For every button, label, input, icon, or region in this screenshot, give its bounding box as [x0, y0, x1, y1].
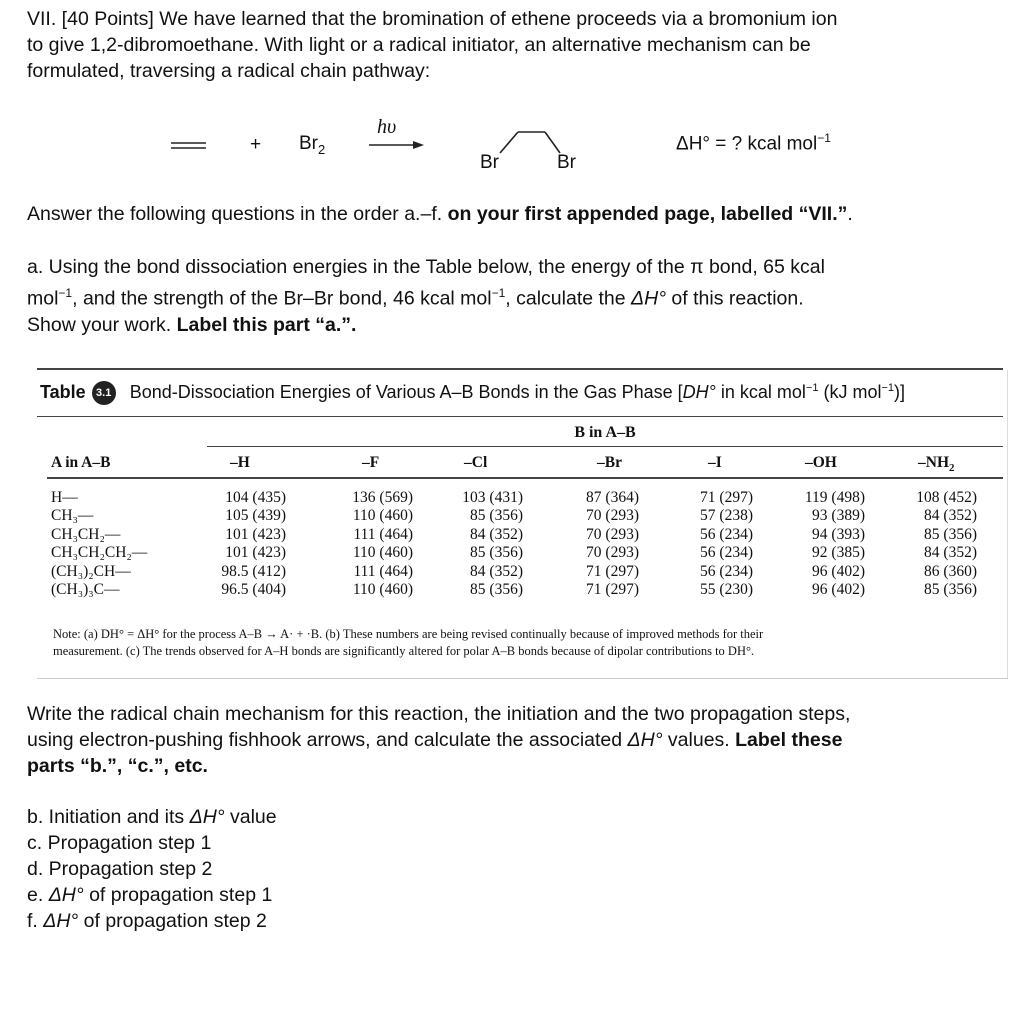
table-cell: 56 (234) [700, 525, 753, 543]
part-b-text: b. Initiation and its [27, 806, 190, 828]
column-header-f: –F [362, 454, 380, 471]
row-labels [51, 489, 147, 599]
table-cell: 119 (498) [804, 489, 865, 506]
part-a-line-3 [27, 312, 1007, 338]
instructions-text: Answer the following questions in the order a.–f. [27, 203, 448, 225]
list-item [27, 856, 277, 882]
table-cell: 85 (356) [470, 581, 523, 599]
question-line-2: to give 1,2-dibromoethane. With light or a radical initiator, an alternative mechanism can be [27, 34, 811, 56]
plus-sign: + [250, 134, 262, 155]
table-cell: 96 (402) [812, 562, 865, 580]
column-header-br: –Br [597, 454, 622, 471]
table-title-dh: DH° [682, 381, 716, 402]
table-number-badge: 3.1 [92, 381, 116, 405]
mechanism-instructions [27, 701, 1007, 779]
table-cell: 105 (439) [225, 507, 286, 525]
mechanism-line-2 [27, 727, 1007, 753]
parts-list [27, 804, 277, 934]
table-cell: 56 (234) [700, 544, 753, 562]
reagent-symbol: Br [299, 133, 318, 154]
row-label: H— [51, 489, 78, 506]
table-cell: 71 (297) [586, 562, 639, 580]
part-a-dh: ΔH° [631, 287, 667, 310]
table-cell: 92 (385) [812, 544, 865, 562]
list-item [27, 830, 277, 856]
table-cell: 96 (402) [812, 581, 865, 599]
part-a-calc: , calculate the [505, 287, 632, 310]
table-cell: 94 (393) [812, 525, 865, 543]
list-item [27, 804, 277, 830]
instructions-end: . [847, 203, 853, 225]
column-header-cl: –Cl [464, 454, 488, 471]
nh-subscript: 2 [949, 462, 955, 475]
mechanism-values: values. [662, 729, 736, 751]
column-oh-values [785, 489, 865, 599]
table-top-rule [37, 368, 1003, 370]
row-label: (CH₃)₃C— [51, 581, 120, 599]
column-nh2-values [897, 489, 977, 599]
part-f-suffix: of propagation step 2 [78, 910, 267, 932]
table-cell: 110 (460) [352, 507, 413, 525]
part-a-line-1: a. Using the bond dissociation energies in the Table below, the energy of the π bond, 65 kcal [27, 256, 825, 278]
reaction-scheme [0, 108, 1024, 188]
table-cell: 84 (352) [924, 544, 977, 562]
part-a-show-work: Show your work. [27, 313, 177, 336]
part-a-exp-1: −1 [58, 286, 73, 300]
table-right-edge [1007, 370, 1008, 678]
part-a-exp-2: −1 [491, 286, 506, 300]
b-column-group-header: B in A–B [574, 424, 636, 441]
list-item [27, 882, 277, 908]
table-title [40, 381, 905, 405]
part-a-brbr: , and the strength of the Br–Br bond, 46 kcal mol [72, 287, 492, 310]
table-cell: 84 (352) [470, 525, 523, 543]
table-cell: 101 (423) [225, 544, 286, 562]
table-cell: 110 (460) [352, 544, 413, 562]
table-cell: 84 (352) [924, 507, 977, 525]
table-note-line-2: measurement. (c) The trends observed for A–H bonds are significantly altered for polar A–B bonds because of dipolar contributions to DH°. [53, 644, 755, 658]
reaction-enthalpy [676, 131, 831, 155]
part-a-line-2 [27, 280, 1007, 312]
mechanism-line-1: Write the radical chain mechanism for this reaction, the initiation and the two propagation steps, [27, 703, 851, 725]
table-cell: 57 (238) [700, 507, 753, 525]
column-br-values [559, 489, 639, 599]
table-cell: 136 (569) [352, 489, 413, 506]
column-header-nh2 [918, 454, 955, 474]
table-note-line-1: Note: (a) DH° = ΔH° for the process A–B → A· + ·B. (b) These numbers are being revised continually because of improved methods for their [53, 627, 764, 641]
header-rule [47, 477, 1003, 479]
bromine-reagent [299, 133, 325, 157]
table-cell: 87 (364) [586, 489, 639, 506]
table-title-units: in kcal mol [715, 381, 806, 402]
table-cell: 70 (293) [586, 507, 639, 525]
instructions [27, 201, 1007, 227]
question-line-1: VII. [40 Points] We have learned that the bromination of ethene proceeds via a bromonium ion [27, 8, 838, 30]
part-e-text: e. [27, 884, 49, 906]
table-cell: 85 (356) [924, 525, 977, 543]
row-label: CH₃CH₂CH₂— [51, 544, 148, 562]
part-b-dh: ΔH° [189, 806, 225, 828]
column-header-h: –H [230, 454, 250, 471]
b-header-rule [207, 446, 1003, 447]
table-cell: 110 (460) [352, 581, 413, 599]
enthalpy-label: ΔH° = ? kcal mol [676, 133, 818, 155]
table-cell: 71 (297) [700, 489, 753, 506]
table-cell: 93 (389) [812, 507, 865, 525]
table-bottom-rule [37, 678, 1008, 679]
table-cell: 84 (352) [470, 562, 523, 580]
table-cell: 70 (293) [586, 544, 639, 562]
table-cell: 70 (293) [586, 525, 639, 543]
table-cell: 85 (356) [470, 507, 523, 525]
part-d-text: d. Propagation step 2 [27, 858, 213, 880]
question-intro [27, 6, 1007, 84]
table-cell: 96.5 (404) [221, 581, 286, 599]
instructions-emphasis: on your first appended page, labelled “VII.” [447, 203, 848, 225]
row-label: CH₃CH₂— [51, 525, 121, 543]
table-cell: 103 (431) [462, 489, 523, 506]
table-title-exp-2: −1 [881, 381, 894, 394]
part-b-suffix: value [224, 806, 277, 828]
enthalpy-exponent: −1 [817, 131, 831, 145]
table-cell: 71 (297) [586, 581, 639, 599]
mechanism-line-3: parts “b.”, “c.”, etc. [27, 755, 208, 777]
table-title-end: )] [894, 381, 905, 402]
table-cell: 104 (435) [225, 489, 286, 506]
table-cell: 101 (423) [225, 525, 286, 543]
row-label: (CH₃)₂CH— [51, 562, 131, 580]
product-bond-right [545, 132, 560, 153]
table-label: Table [40, 381, 86, 402]
mechanism-dh: ΔH° [627, 729, 663, 751]
column-i-values [673, 489, 753, 599]
table-note [53, 626, 998, 660]
question-line-3: formulated, traversing a radical chain pathway: [27, 60, 431, 82]
table-title-kj: (kJ mol [818, 381, 882, 402]
column-header-i: –I [708, 454, 722, 471]
mechanism-label-instruction: Label these [735, 729, 843, 751]
table-cell: 85 (356) [470, 544, 523, 562]
table-cell: 86 (360) [924, 562, 977, 580]
list-item [27, 908, 277, 934]
product-br-right: Br [557, 152, 576, 173]
reagent-subscript: 2 [318, 141, 326, 157]
table-title-text: Bond-Dissociation Energies of Various A–B Bonds in the Gas Phase [ [129, 381, 683, 402]
row-label: CH₃— [51, 507, 94, 525]
a-column-header: A in A–B [51, 454, 111, 471]
column-cl-values [443, 489, 523, 599]
table-cell: 55 (230) [700, 581, 753, 599]
product-br-left: Br [480, 152, 499, 173]
column-h-values [206, 489, 286, 599]
table-title-rule [37, 416, 1003, 417]
scheme-drawing [0, 108, 1024, 188]
part-a-label-instruction: Label this part “a.”. [176, 313, 357, 336]
mechanism-text: using electron-pushing fishhook arrows, and calculate the associated [27, 729, 628, 751]
part-a [27, 254, 1007, 338]
part-f-dh: ΔH° [43, 910, 79, 932]
nh-text: –NH [918, 454, 949, 471]
table-cell: 111 (464) [353, 562, 413, 580]
part-c-text: c. Propagation step 1 [27, 832, 212, 854]
part-a-reaction: of this reaction. [666, 287, 804, 310]
table-cell: 111 (464) [353, 525, 413, 543]
part-f-text: f. [27, 910, 44, 932]
column-f-values [333, 489, 413, 599]
table-cell: 56 (234) [700, 562, 753, 580]
reaction-arrow-head [413, 141, 424, 149]
table-cell: 98.5 (412) [221, 562, 286, 580]
table-title-exp-1: −1 [805, 381, 819, 394]
bond-energy-table [37, 368, 1008, 698]
part-a-mol: mol [27, 287, 59, 310]
part-e-dh: ΔH° [48, 884, 84, 906]
table-cell: 108 (452) [916, 489, 977, 506]
light-condition: hυ [377, 116, 397, 138]
table-cell: 85 (356) [924, 581, 977, 599]
product-bond-left [500, 132, 518, 153]
part-e-suffix: of propagation step 1 [83, 884, 273, 906]
column-header-oh: –OH [805, 454, 837, 471]
